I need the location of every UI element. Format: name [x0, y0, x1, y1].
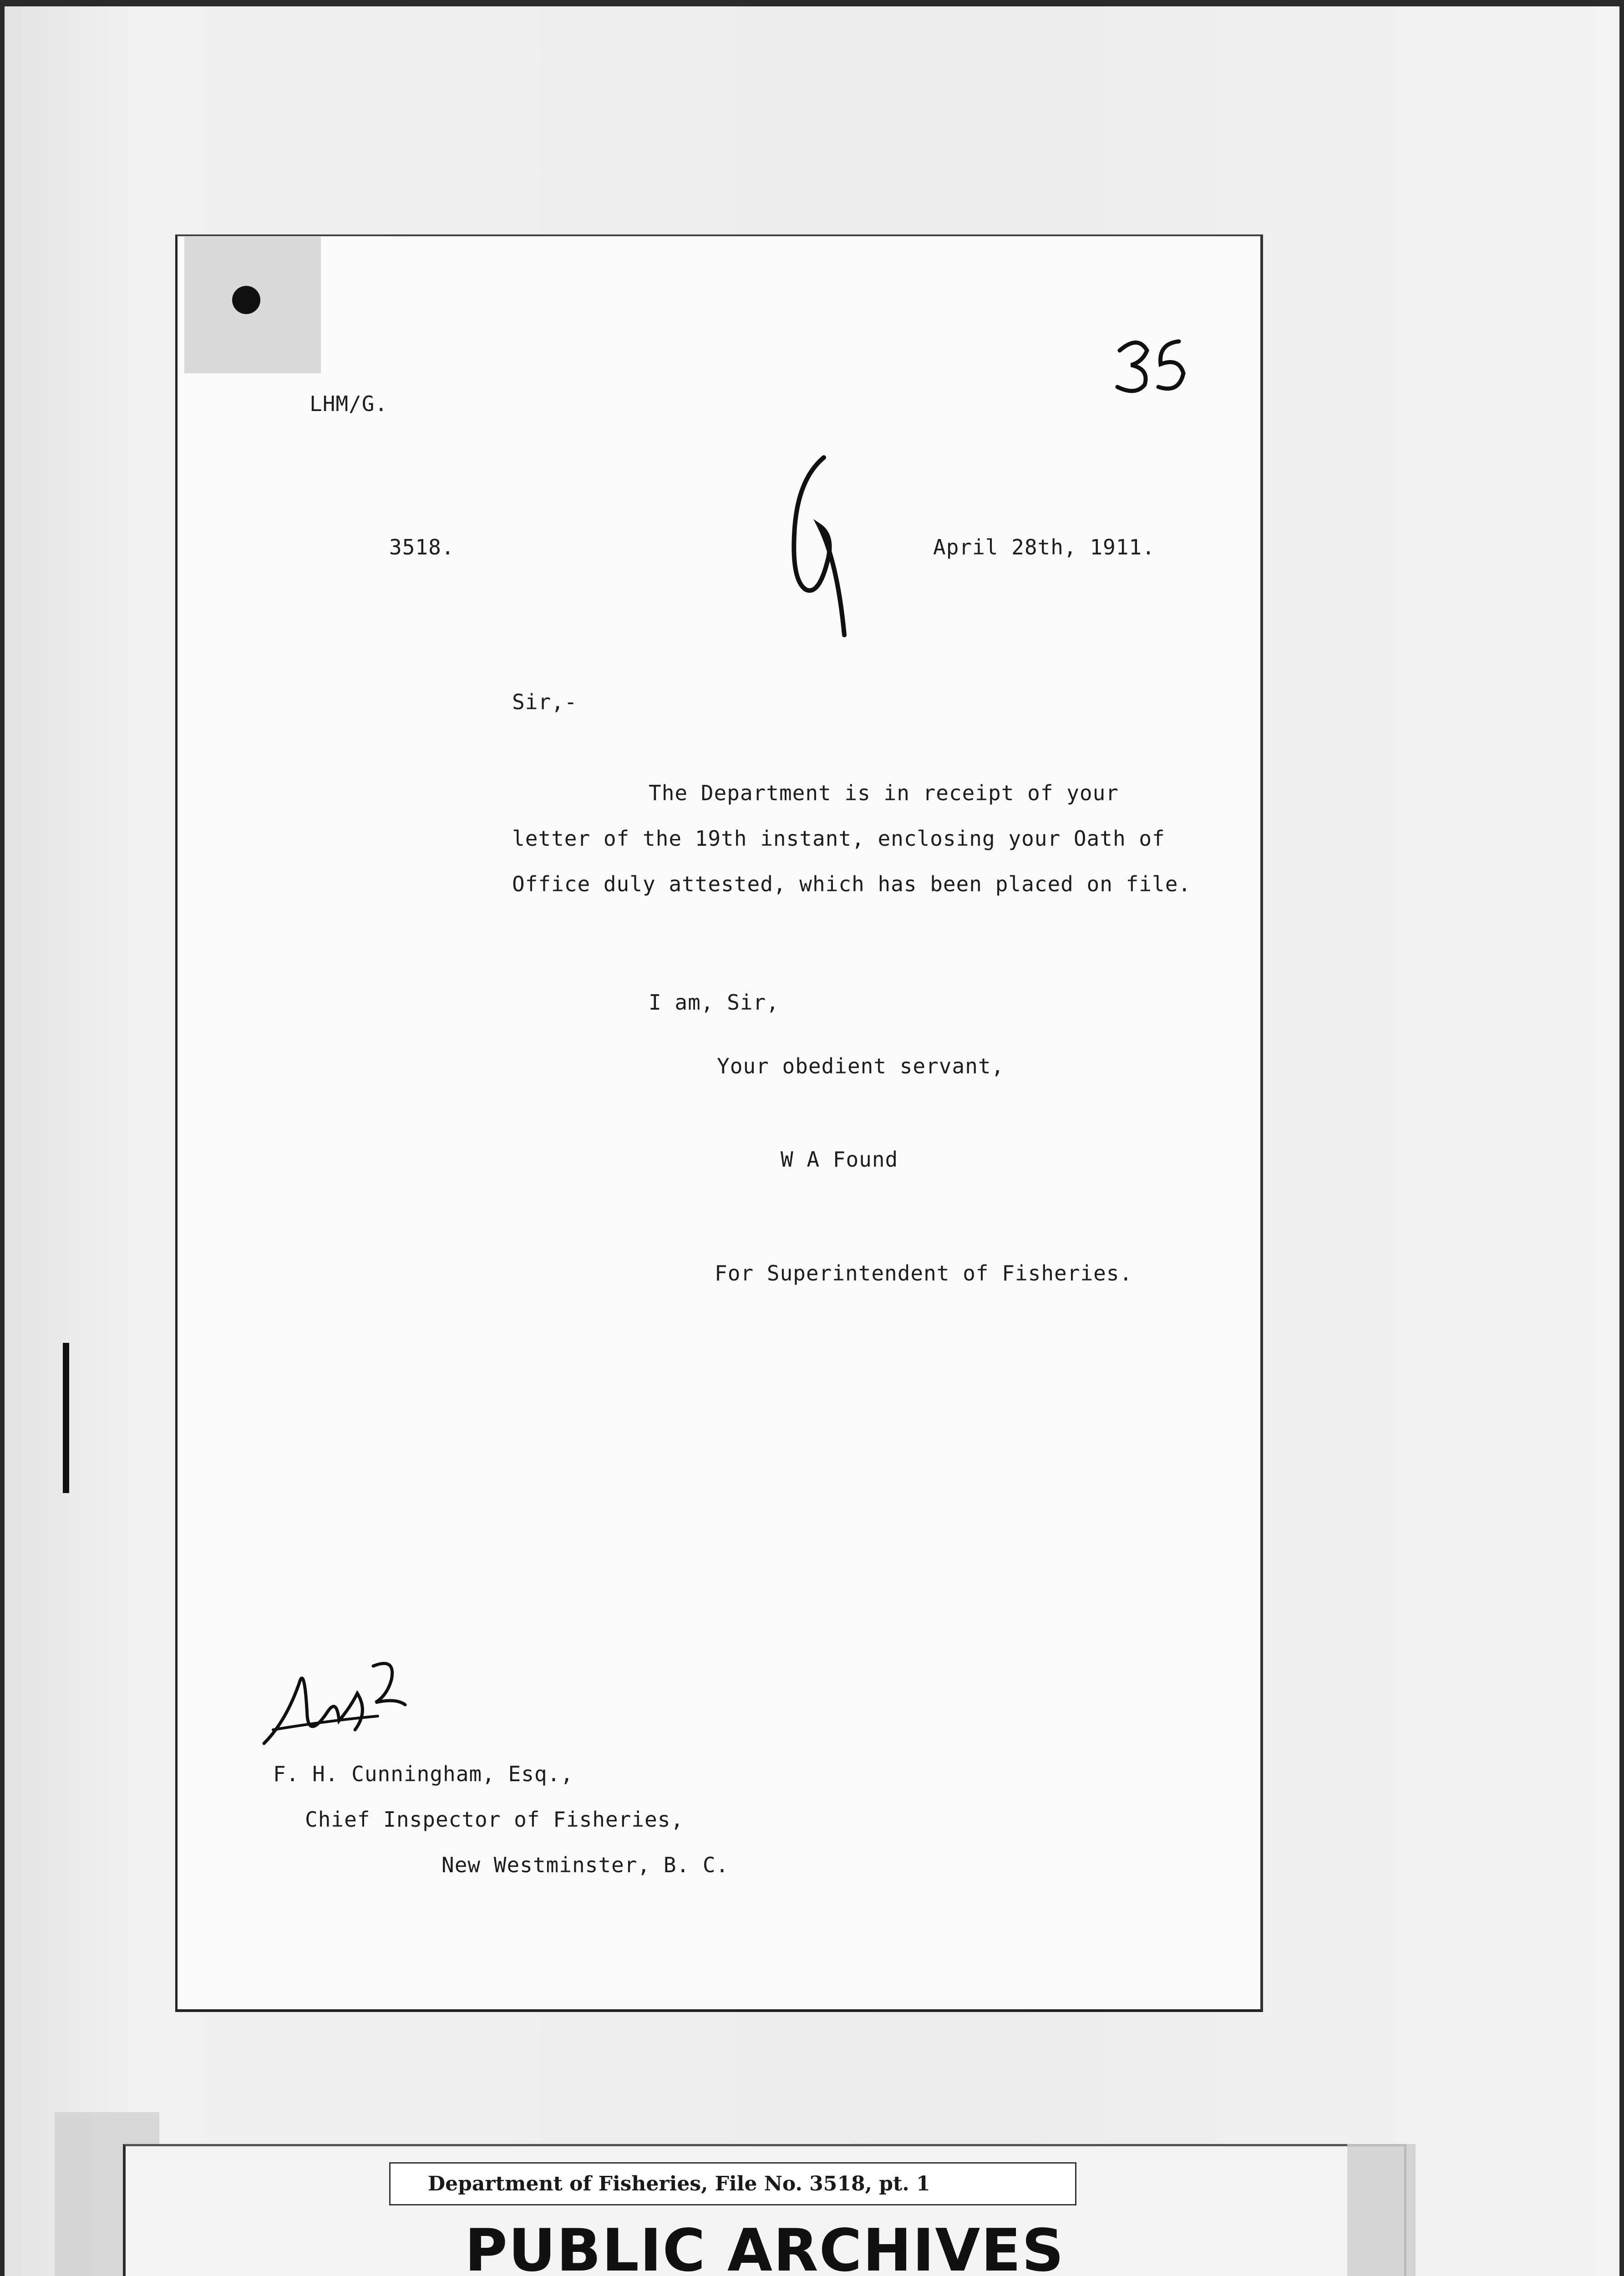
body-line: Office duly attested, which has been placed on file. [512, 872, 1192, 896]
handwritten-mark [769, 444, 869, 649]
margin-mark [63, 1343, 69, 1493]
handwritten-folio-number [1111, 332, 1193, 401]
closing-line: Your obedient servant, [717, 1054, 1005, 1078]
body-line: letter of the 19th instant, enclosing your Oath of [512, 826, 1165, 851]
addressee-name: F. H. Cunningham, Esq., [273, 1762, 573, 1786]
file-reference: Department of Fisheries, File No. 3518, pt. 1 [428, 2172, 930, 2195]
reference-initials: LHM/G. [310, 391, 388, 416]
film-border-right [1619, 0, 1624, 2276]
archive-title-english: PUBLIC ARCHIVES [465, 2217, 1065, 2276]
signature-name: W A Found [781, 1147, 898, 1172]
punch-hole [232, 286, 260, 314]
salutation: Sir,- [512, 690, 578, 714]
film-border-top [0, 0, 1624, 6]
signature-title: For Superintendent of Fisheries. [715, 1261, 1133, 1285]
closing-line: I am, Sir, [649, 990, 779, 1015]
addressee-location: New Westminster, B. C. [442, 1853, 729, 1877]
file-number: 3518. [389, 535, 455, 559]
letter-date: April 28th, 1911. [933, 535, 1155, 559]
film-border-left [0, 0, 5, 2276]
body-line: The Department is in receipt of your [649, 781, 1119, 805]
handwritten-initials [259, 1652, 432, 1757]
addressee-title: Chief Inspector of Fisheries, [305, 1807, 684, 1832]
